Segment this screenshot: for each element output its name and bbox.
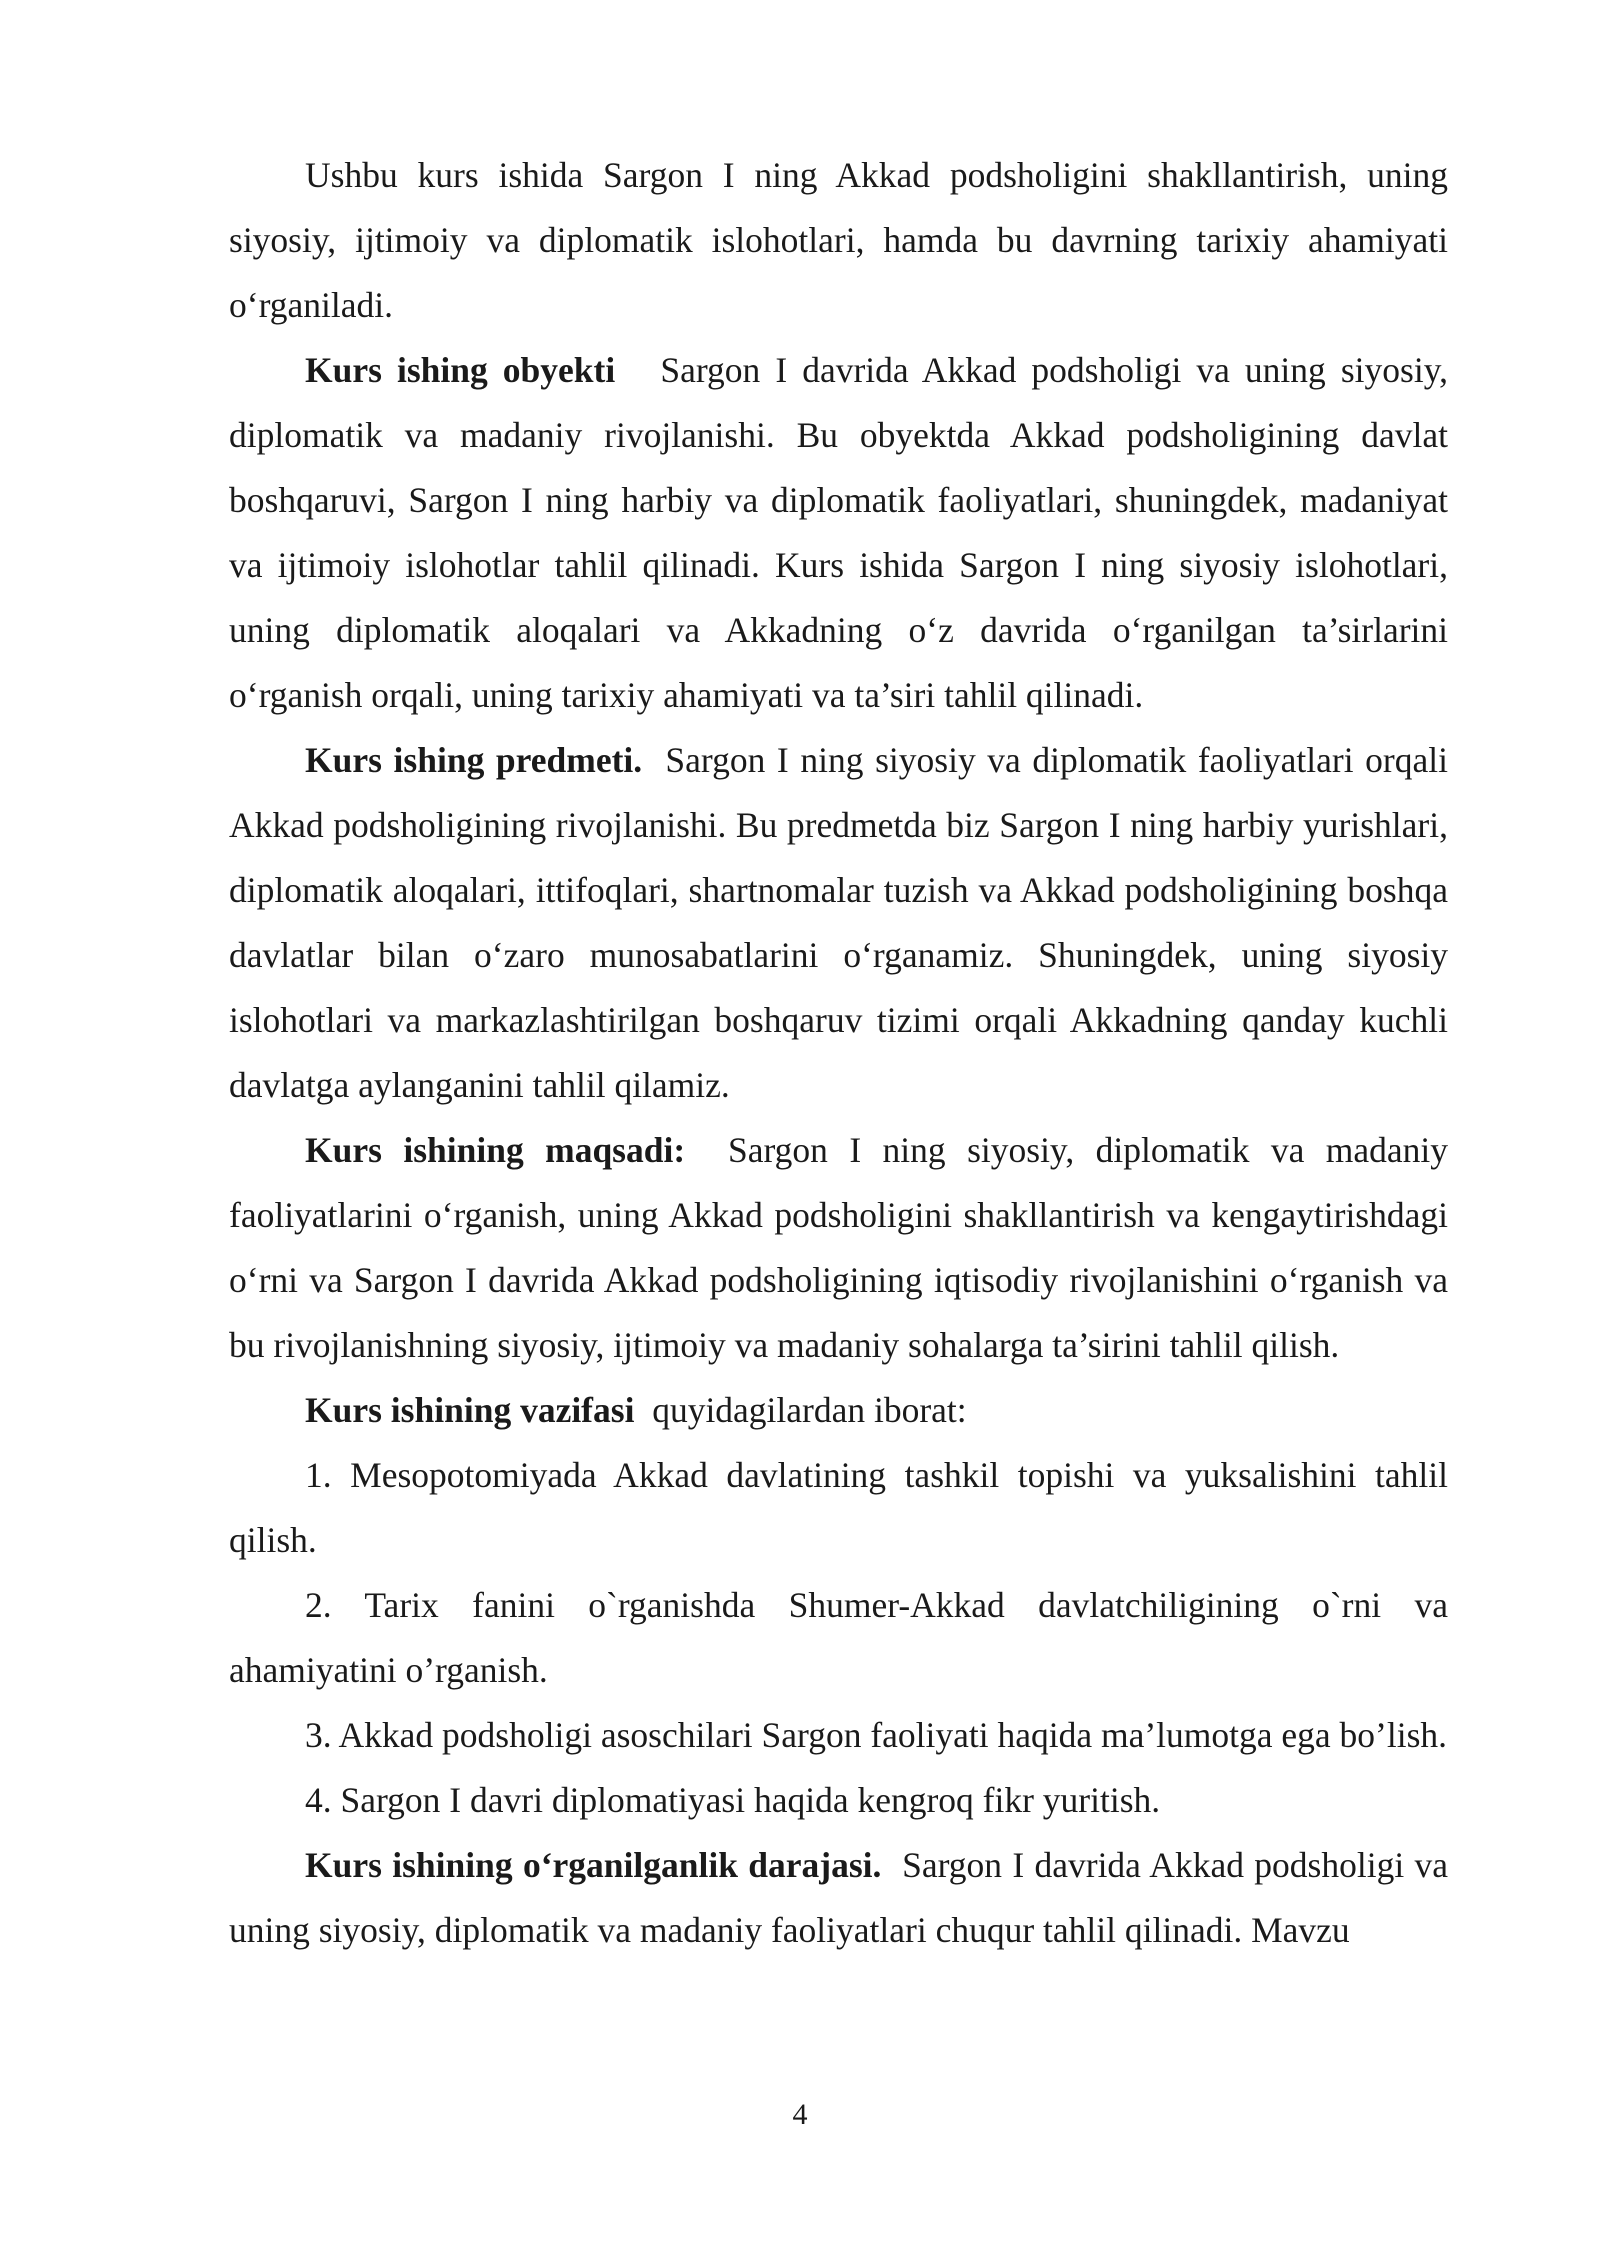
paragraph-text: Sargon I ning siyosiy, diplomatik va madaniy faoliyatlarini o‘rganish, uning Akkad podsholigini shakllantirish va kengaytirishdagi o‘rni va Sargon I davrida Akkad podsholigining iqtisodiy rivojlanishini o‘rganish va bu rivojlanishning siyosiy, ijtimoiy va madaniy sohalarga ta’sirini tahlil qilish. [229,1130,1449,1365]
paragraph-text: 3. Akkad podsholigi asoschilari Sargon faoliyati haqida ma’lumotga ega bo’lish. [305,1715,1448,1755]
paragraph-text: Sargon I ning siyosiy va diplomatik faoliyatlari orqali Akkad podsholigining rivojlanishi. Bu predmetda biz Sargon I ning harbiy yurishlari, diplomatik aloqalari, ittifoqlari, shartnomalar tuzish va Akkad podsholigining boshqa davlatlar bilan o‘zaro munosabatlarini o‘rganamiz. Shuningdek, uning siyosiy islohotlari va markazlashtirilgan boshqaruv tizimi orqali Akkadning qanday kuchli davlatga aylanganini tahlil qilamiz. [229,740,1448,1105]
text-body [229,143,1448,1963]
paragraph-tasks [229,1378,1448,1443]
task-item-3 [229,1703,1448,1768]
paragraph-heading: Kurs ishining vazifasi [305,1390,635,1430]
paragraph-text: 1. Mesopotomiyada Akkad davlatining tashkil topishi va yuksalishini tahlil qilish. [229,1455,1448,1560]
paragraph-heading: Kurs ishining o‘rganilganlik darajasi. [305,1845,882,1885]
task-item-4 [229,1768,1448,1833]
paragraph-goal [229,1118,1448,1378]
paragraph-intro [229,143,1448,338]
paragraph-object [229,338,1448,728]
paragraph-text: Sargon I davrida Akkad podsholigi va uning siyosiy, diplomatik va madaniy rivojlanishi. Bu obyektda Akkad podsholigining davlat boshqaruvi, Sargon I ning harbiy va diplomatik faoliyatlari, shuningdek, madaniyat va ijtimoiy islohotlar tahlil qilinadi. Kurs ishida Sargon I ning siyosiy islohotlari, uning diplomatik aloqalari va Akkadning o‘z davrida o‘rganilgan ta’sirlarini o‘rganish orqali, uning tarixiy ahamiyati va ta’siri tahlil qilinadi. [229,350,1449,715]
task-item-2 [229,1573,1448,1703]
paragraph-text: 2. Tarix fanini o`rganishda Shumer-Akkad davlatchiligining o`rni va ahamiyatini o’rganish. [229,1585,1448,1690]
paragraph-text: Ushbu kurs ishida Sargon I ning Akkad podsholigini shakllantirish, uning siyosiy, ijtimoiy va diplomatik islohotlari, hamda bu davrning tarixiy ahamiyati o‘rganiladi. [229,155,1448,325]
task-item-1 [229,1443,1448,1573]
paragraph-heading: Kurs ishing obyekti [305,350,616,390]
paragraph-text: 4. Sargon I davri diplomatiyasi haqida kengroq fikr yuritish. [305,1780,1161,1820]
paragraph-heading: Kurs ishing predmeti. [305,740,643,780]
page-number: 4 [792,2098,808,2131]
paragraph-text: quyidagilardan iborat: [652,1390,967,1430]
paragraph-subject [229,728,1448,1118]
paragraph-text: Sargon I davrida Akkad podsholigi va uning siyosiy, diplomatik va madaniy faoliyatlari chuqur tahlil qilinadi. Mavzu [229,1845,1449,1950]
paragraph-heading: Kurs ishining maqsadi: [305,1130,686,1170]
paragraph-study-level [229,1833,1448,1963]
